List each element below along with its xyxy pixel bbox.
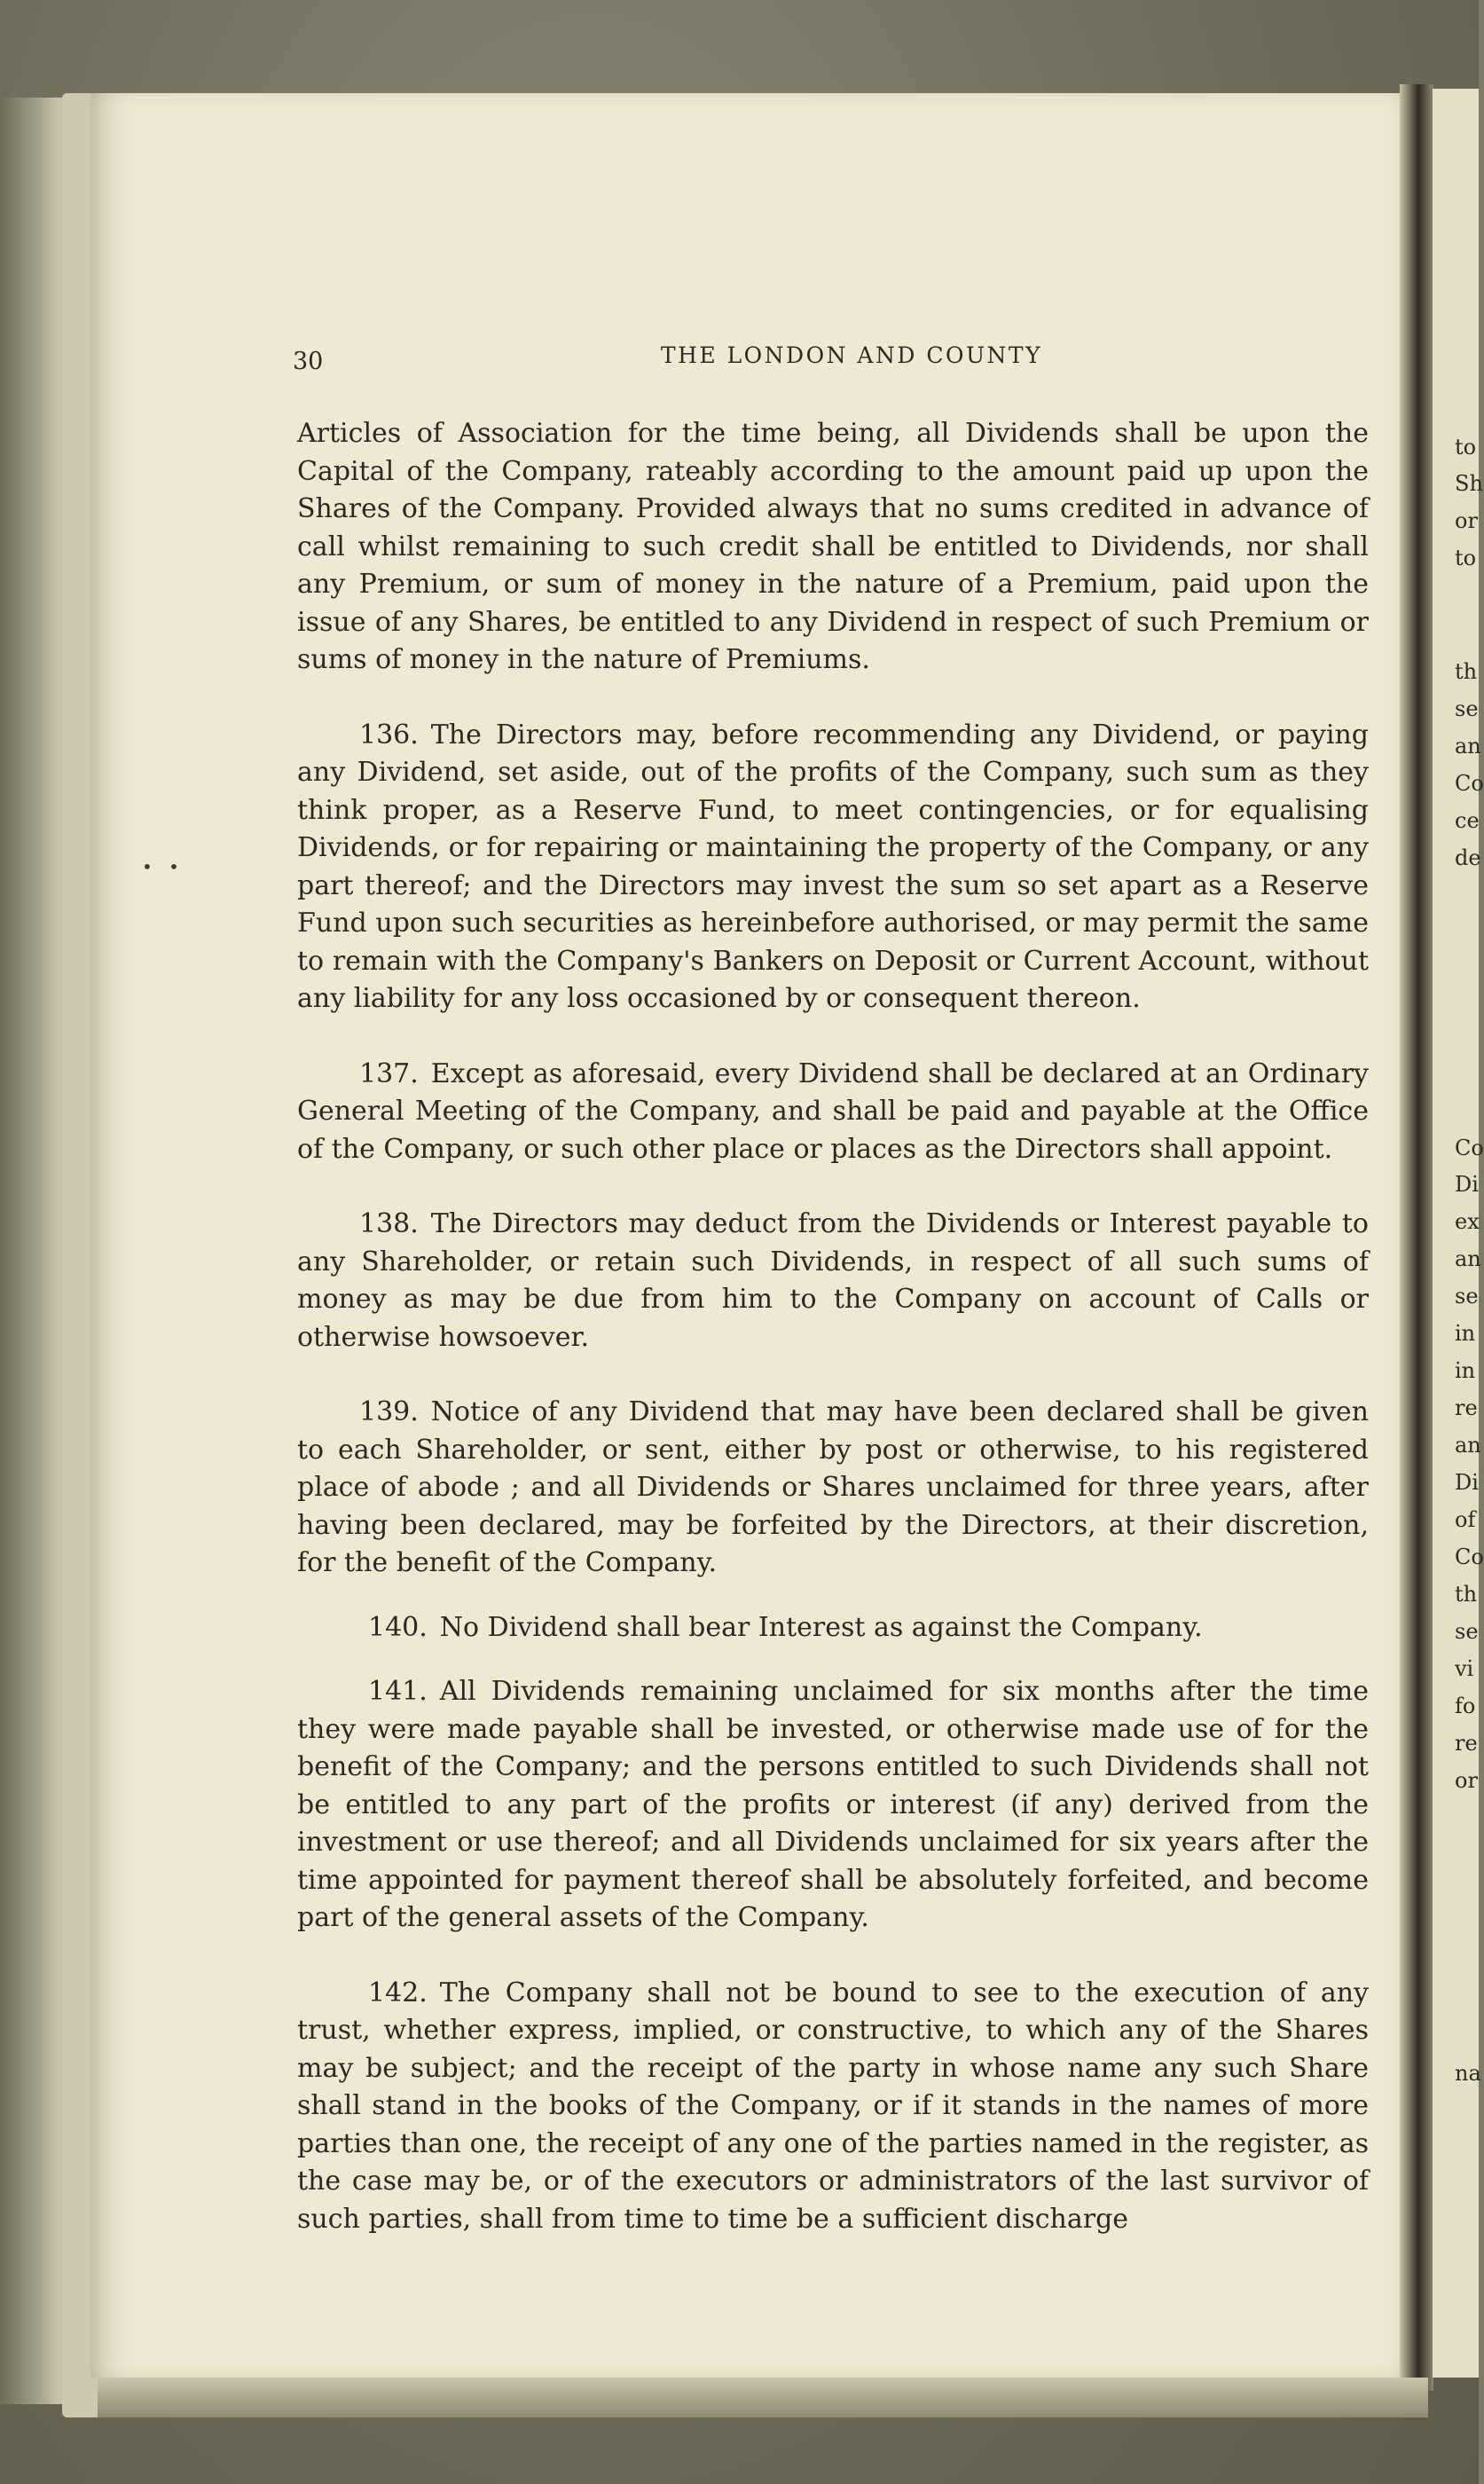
facing-page-fragment: in xyxy=(1455,1358,1476,1383)
paragraph-text: The Directors may deduct from the Dividends or Interest payable to any Shareholder, or retain such Dividends, in respect of all such sums of money as may be due from him to the Company on account of Calls or otherwise howsoever. xyxy=(297,1208,1369,1353)
paragraph-text: The Directors may, before recommending any Dividend, or paying any Dividend, set aside, out of the profits of the Company, such sum as they think proper, as a Reserve Fund, to meet contingencies, or for equalising Dividends, or for repairing or maintaining the property of the Company, or any part thereof; and the Directors may invest the sum so set apart as a Reserve Fund upon such securities as hereinbefore authorised, or may permit the same to remain with the Company's Bankers on Deposit or Current Account, without any liability for any loss occasioned by or consequent thereon. xyxy=(297,719,1369,1014)
paragraph-continuation xyxy=(297,415,1369,680)
margin-mark: • • xyxy=(142,856,185,877)
facing-page-fragment: of xyxy=(1455,1507,1476,1532)
clause-number: 139. xyxy=(359,1396,419,1427)
paragraph-text: Notice of any Dividend that may have been declared shall be given to each Shareholder, or sent, either by post or otherwise, to his registered place of abode ; and all Dividends or Shares unclaimed for three years, after having been declared, may be forfeited by the Directors, at their discretion, for the benefit of the Company. xyxy=(297,1396,1369,1578)
facing-page-fragment: na xyxy=(1455,2061,1481,2086)
facing-page-fragment: an xyxy=(1455,1246,1481,1271)
facing-page-fragment: Di xyxy=(1455,1172,1479,1197)
clause-number: 136. xyxy=(359,719,419,751)
facing-page-fragment: ce xyxy=(1455,808,1480,833)
clause-number: 142. xyxy=(368,1977,428,2008)
facing-page-fragment: fo xyxy=(1455,1694,1476,1718)
facing-page-fragment: to xyxy=(1455,546,1477,570)
paragraph-text: All Dividends remaining unclaimed for six months after the time they were made payable shall be invested, or otherwise made use of for the benefit of the Company; and the persons entitled to such Dividends shall not be entitled to any part of the profits or interest (if any) derived from the investment or use thereof; and all Dividends unclaimed for six years after the time appointed for payment thereof shall be absolutely forfeited, and become part of the general assets of the Company. xyxy=(297,1676,1369,1933)
facing-page-fragment: in xyxy=(1455,1321,1476,1346)
paragraph-136 xyxy=(297,717,1369,1018)
paragraph-142 xyxy=(297,1975,1369,2239)
facing-page-fragment: vi xyxy=(1455,1656,1474,1681)
facing-page-fragment: ex xyxy=(1455,1209,1480,1234)
facing-page-fragment: se xyxy=(1455,696,1479,721)
facing-page-fragment: or xyxy=(1455,508,1478,533)
paragraph-137 xyxy=(297,1056,1369,1169)
facing-page-fragment: re xyxy=(1455,1731,1478,1756)
facing-page-fragment: re xyxy=(1455,1395,1478,1420)
paragraph-text: Except as aforesaid, every Dividend shall be declared at an Ordinary General Meeting of the Company, and shall be paid and payable at the Office of the Company, or such other place or places as the Directors shall appoint. xyxy=(297,1057,1369,1165)
facing-page-fragment: to xyxy=(1455,435,1477,460)
page-bottom-edge xyxy=(98,2378,1428,2417)
facing-page-fragment: th xyxy=(1455,1582,1478,1607)
facing-page-fragment: an xyxy=(1455,734,1481,759)
facing-page-fragment: Di xyxy=(1455,1470,1479,1495)
paragraph-text: No Dividend shall bear Interest as against the Company. xyxy=(439,1611,1203,1643)
paragraph-139 xyxy=(297,1394,1369,1583)
clause-number: 141. xyxy=(368,1676,428,1707)
page-number: 30 xyxy=(293,348,324,375)
clause-number: 140. xyxy=(368,1611,428,1643)
paragraph-text: Articles of Association for the time being, all Dividends shall be upon the Capital of the Company, rateably according to the amount paid up upon the Shares of the Company. Provided always that no sums credited in advance of call whilst remaining to such credit shall be entitled to Dividends, nor shall any Premium, or sum of money in the nature of a Premium, paid upon the issue of any Shares, be entitled to any Dividend in respect of such Premium or sums of money in the nature of Premiums. xyxy=(297,418,1369,675)
facing-page-fragment: Sh xyxy=(1455,471,1483,496)
clause-number: 138. xyxy=(359,1208,419,1239)
facing-page-fragment: th xyxy=(1455,659,1478,684)
paragraph-141 xyxy=(297,1673,1369,1938)
facing-page-fragment: Co xyxy=(1455,1136,1484,1160)
facing-page-fragment: se xyxy=(1455,1284,1479,1309)
facing-page-fragment: de xyxy=(1455,845,1481,870)
running-head: THE LONDON AND COUNTY xyxy=(660,342,1043,368)
facing-page-fragment: se xyxy=(1455,1619,1479,1644)
facing-page-fragment: or xyxy=(1455,1768,1478,1793)
paragraph-138 xyxy=(297,1206,1369,1356)
paragraph-text: The Company shall not be bound to see to the execution of any trust, whether express, implied, or constructive, to which any of the Shares may be subject; and the receipt of the party in whose name any such Share shall stand in the books of the Company, or if it stands in the names of more parties than one, the receipt of any one of the parties named in the register, as the case may be, or of the executors or administrators of the last survivor of such parties, shall from time to time be a sufficient discharge xyxy=(297,1977,1369,2235)
facing-page-fragment: Co xyxy=(1455,1545,1484,1569)
book-gutter xyxy=(1400,84,1433,2391)
clause-number: 137. xyxy=(359,1057,419,1089)
facing-page-fragment: an xyxy=(1455,1433,1481,1458)
paragraph-140 xyxy=(297,1609,1369,1647)
body-text xyxy=(297,415,1369,2276)
facing-page-fragment: Co xyxy=(1455,771,1484,796)
